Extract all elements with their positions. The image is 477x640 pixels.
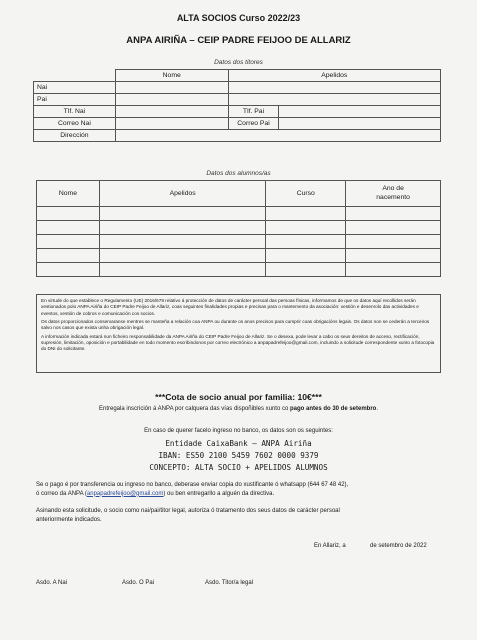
correo-pai-field[interactable]	[279, 118, 441, 130]
nai-apelidos-field[interactable]	[228, 82, 440, 94]
form-title: ALTA SOCIOS Curso 2022/23	[176, 13, 301, 23]
consent-line2: anteriormente indicados.	[36, 516, 102, 523]
student-nome-field[interactable]	[37, 249, 100, 263]
student-nome-field[interactable]	[37, 221, 100, 235]
student-curso-field[interactable]	[266, 221, 346, 235]
label-pai: Pai	[34, 94, 116, 106]
student-apelidos-field[interactable]	[99, 263, 266, 277]
privacy-paragraph-2: Os datos proporcionados conservaranse mentres se manteña a relación coa ANPA ou durante os anos precisos para cumprir coas obrigacións legais. Os datos non se cederán a terceiros salvo nos casos que exista unha obrigación legal.	[41, 319, 430, 331]
students-header-row	[37, 181, 441, 207]
student-nome-field[interactable]	[37, 207, 100, 221]
row-nai	[34, 82, 441, 94]
student-curso-field[interactable]	[266, 263, 346, 277]
consent-text	[36, 507, 456, 524]
tutors-header-row	[34, 70, 441, 82]
col-ano-line1: Ano de	[382, 185, 404, 193]
tutors-table	[33, 69, 441, 142]
student-row	[37, 235, 441, 249]
payment-note-prefix: ó correo da ANPA (	[36, 490, 87, 497]
col-ano-header	[346, 181, 441, 207]
bank-intro: En caso de querer facelo ingreso no banco, os datos son os seguintes:	[144, 428, 333, 434]
payment-note-line2	[36, 490, 456, 499]
student-nome-field[interactable]	[37, 235, 100, 249]
row-direccion	[34, 130, 441, 142]
label-correo-nai: Correo Nai	[34, 118, 116, 130]
col-apelidos-header: Apelidos	[228, 70, 440, 82]
row-correo	[34, 118, 441, 130]
fee-deadline: pago antes do 30 de setembro	[289, 406, 377, 412]
date-place: En Allariz, a	[314, 543, 346, 549]
payment-note-suffix: ) ou ben entregarllo a alguén da directiva.	[163, 490, 275, 497]
student-nome-field[interactable]	[37, 263, 100, 277]
tlf-nai-field[interactable]	[115, 106, 228, 118]
fee-delivery	[0, 406, 477, 412]
col-nome-header: Nome	[115, 70, 228, 82]
students-table	[36, 180, 441, 277]
pai-apelidos-field[interactable]	[228, 94, 440, 106]
payment-note-line1: Se o pago é por transferencia ou ingreso no banco, deberase enviar copia do xustificante ó whatsapp (644 67 48 42),	[36, 482, 349, 488]
student-ano-field[interactable]	[346, 207, 441, 221]
student-curso-field[interactable]	[266, 249, 346, 263]
label-direccion: Dirección	[34, 130, 116, 142]
student-ano-field[interactable]	[346, 221, 441, 235]
anpa-email-link[interactable]: anpapadrefeijoo@gmail.com	[86, 490, 164, 497]
row-tlf	[34, 106, 441, 118]
student-row	[37, 207, 441, 221]
consent-line1: Asinando esta solicitude, o socio como nai/pai/titor legal, autoriza ó tratamento dos seus datos de carácter persoal	[36, 508, 340, 514]
privacy-paragraph-1: En virtude do que establece o Regulamento (UE) 2016/679 relativo á protección de datos de carácter persoal das persoas físicas, informamos de que os datos aquí recollidos serán xestionados polo ANPA Airiña do CEIP Padre Feijoo de Allariz, coas seguintes finalidades propias e precisas para o mantemento da asociación: xestión e desenrolo das actividades e eventos, xestión de cobros e comunicación cos socios.	[41, 298, 419, 316]
label-nai: Nai	[34, 82, 116, 94]
student-row	[37, 249, 441, 263]
col-ano-line2: nacemento	[376, 193, 410, 201]
blank-cell	[34, 70, 116, 82]
nai-nome-field[interactable]	[115, 82, 228, 94]
student-ano-field[interactable]	[346, 249, 441, 263]
student-apelidos-field[interactable]	[99, 235, 266, 249]
privacy-notice	[36, 294, 441, 373]
student-curso-field[interactable]	[266, 207, 346, 221]
label-tlf-nai: Tlf. Nai	[34, 106, 116, 118]
form-subtitle: ANPA AIRIÑA – CEIP PADRE FEIJOO DE ALLARIZ	[126, 35, 351, 46]
bank-entity: Entidade CaixaBank – ANPA Airiña	[165, 439, 312, 448]
student-apelidos-field[interactable]	[99, 221, 266, 235]
signature-titor: Asdo. Titor/a legal	[205, 580, 254, 586]
student-ano-field[interactable]	[346, 235, 441, 249]
fee-delivery-text: Entregala inscrición á ANPA por calquera das vías dispoñibles xunto co	[98, 406, 290, 412]
date-text: de setembro de 2022	[370, 543, 427, 549]
label-correo-pai: Correo Pai	[228, 118, 279, 130]
student-apelidos-field[interactable]	[99, 249, 266, 263]
fee-title: ***Cota de socio anual por familia: 10€***	[155, 392, 322, 402]
signature-pai: Asdo. O Pai	[122, 580, 155, 586]
students-caption: Datos dos alumnos/as	[206, 170, 271, 177]
label-tlf-pai: Tlf. Pai	[228, 106, 279, 118]
pai-nome-field[interactable]	[115, 94, 228, 106]
col-curso-header: Curso	[266, 181, 346, 207]
fee-delivery-end: .	[376, 406, 379, 412]
tutors-caption: Datos dos titores	[214, 59, 263, 66]
signature-nai: Asdo. A Nai	[36, 580, 68, 586]
student-row	[37, 263, 441, 277]
bank-concept: CONCEPTO: ALTA SOCIO + APELIDOS ALUMNOS	[149, 463, 328, 472]
student-row	[37, 221, 441, 235]
correo-nai-field[interactable]	[115, 118, 228, 130]
col-apelidos-header: Apelidos	[99, 181, 266, 207]
row-pai	[34, 94, 441, 106]
bank-iban: IBAN: ES50 2100 5459 7602 0000 9379	[158, 451, 319, 460]
direccion-field[interactable]	[115, 130, 440, 142]
student-curso-field[interactable]	[266, 235, 346, 249]
tlf-pai-field[interactable]	[279, 106, 441, 118]
col-nome-header: Nome	[37, 181, 100, 207]
student-apelidos-field[interactable]	[99, 207, 266, 221]
student-ano-field[interactable]	[346, 263, 441, 277]
payment-note	[36, 481, 456, 498]
privacy-paragraph-3: A información indicada estará nun ficheiro responsabilidade da ANPA Airiña do CEIP Padre Feijoo de Allariz. Se o desexa, pode levar a cabo os seus dereitos de acceso, rectificación, supresión, limitación, oposición e portabilidade en todo momento escribindonos por correo electrónico a anpapadrefeijoo@gmail.com, incluindo a solicitude correspondente xunto a fotocopia do DNI do solicitante.	[41, 333, 435, 352]
